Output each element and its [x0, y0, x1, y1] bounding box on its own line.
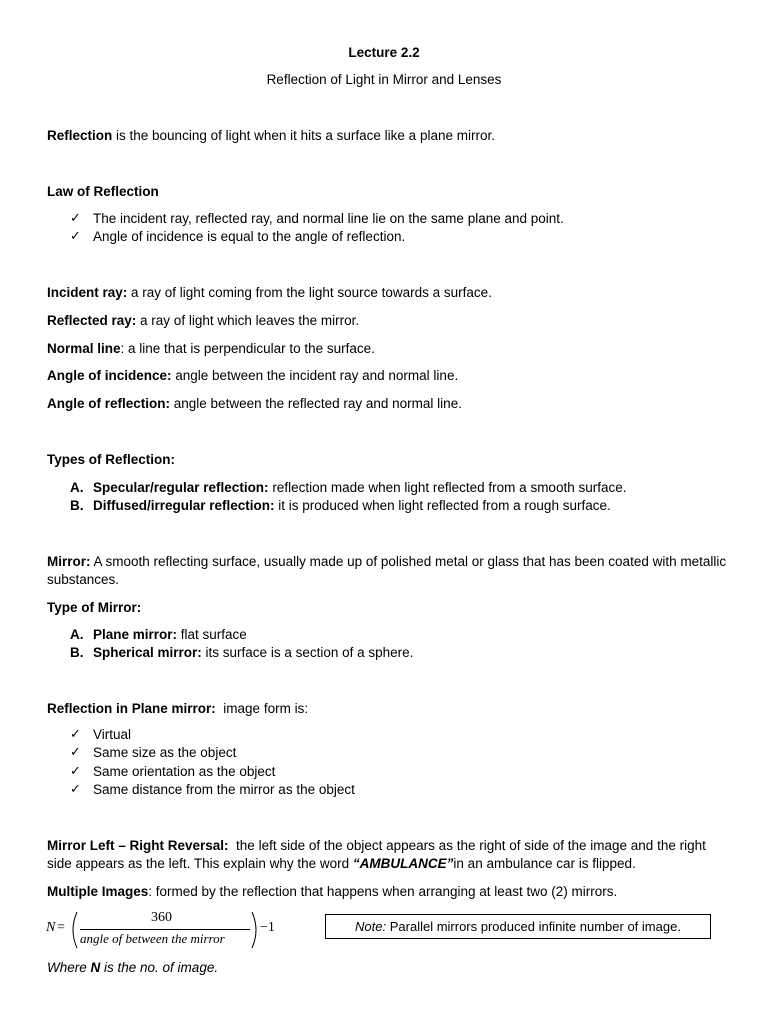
list-item-text: Angle of incidence is equal to the angle of reflection. [93, 229, 406, 244]
reversal-term: Mirror Left – Right Reversal: [47, 838, 229, 853]
law-heading-text: Law of Reflection [47, 184, 159, 199]
list-item-text: Same size as the object [93, 745, 237, 760]
formula-numerator: 360 [151, 910, 172, 925]
list-item-term: Specular/regular reflection: [93, 480, 269, 495]
mirror-definition [47, 553, 727, 589]
reflection-text: is the bouncing of light when it hits a surface like a plane mirror. [112, 128, 495, 143]
checkmark-icon: ✓ [70, 727, 81, 742]
multiple-images-definition [47, 884, 617, 899]
where-prefix: Where [47, 960, 91, 975]
reversal-paragraph [47, 837, 727, 873]
definition-text: : a line that is perpendicular to the surface. [120, 341, 375, 356]
reflection-term: Reflection [47, 128, 113, 143]
checkmark-icon: ✓ [70, 745, 81, 760]
list-letter: B. [70, 645, 84, 660]
definition-angle-reflection [47, 396, 462, 411]
list-letter: B. [70, 498, 84, 513]
formula-equals: = [57, 920, 65, 935]
multiple-images-term: Multiple Images [47, 884, 149, 899]
definition-term: Normal line [47, 341, 121, 356]
definition-text: angle between the reflected ray and normal line. [170, 396, 462, 411]
list-item-text [93, 627, 247, 642]
definition-reflected-ray [47, 313, 359, 328]
checkmark-icon: ✓ [70, 229, 81, 244]
list-item-desc: flat surface [177, 627, 247, 642]
list-item-desc: its surface is a section of a sphere. [201, 645, 414, 660]
list-item-desc: reflection made when light reflected from a smooth surface. [268, 480, 627, 495]
types-mirror-heading-text: Type of Mirror: [47, 600, 142, 615]
definition-term: Incident ray: [47, 285, 128, 300]
definition-angle-incidence [47, 368, 458, 383]
list-item-text [93, 498, 611, 513]
types-reflection-heading [47, 452, 175, 467]
list-item-term: Diffused/irregular reflection: [93, 498, 275, 513]
plane-mirror-heading [47, 701, 308, 716]
mirror-text: A smooth reflecting surface, usually made up of polished metal or glass that has been coated with metallic substances. [47, 554, 727, 587]
ambulance-word: “AMBULANCE” [352, 856, 454, 871]
fraction-bar [80, 929, 250, 930]
list-letter: A. [70, 627, 84, 642]
definition-text: a ray of light which leaves the mirror. [136, 313, 360, 328]
reflection-definition [47, 128, 495, 143]
list-letter: A. [70, 480, 84, 495]
list-item-text: Same orientation as the object [93, 764, 276, 779]
lecture-title-text: Lecture 2.2 [348, 45, 420, 60]
list-item-text [93, 480, 626, 495]
list-item-term: Plane mirror: [93, 627, 178, 642]
definition-text: a ray of light coming from the light source towards a surface. [127, 285, 492, 300]
multiple-images-text: : formed by the reflection that happens when arranging at least two (2) mirrors. [148, 884, 618, 899]
formula-lhs: N [46, 920, 56, 935]
lecture-subtitle: Reflection of Light in Mirror and Lenses [266, 72, 502, 87]
list-item-text: The incident ray, reflected ray, and normal line lie on the same plane and point. [93, 211, 564, 226]
definition-text: angle between the incident ray and normal line. [171, 368, 459, 383]
note-text: Parallel mirrors produced infinite number of image. [386, 919, 681, 934]
where-suffix: is the no. of image. [100, 960, 219, 975]
mirror-term: Mirror: [47, 554, 91, 569]
where-var: N [90, 960, 101, 975]
multiple-images-formula [46, 908, 286, 952]
plane-mirror-text: image form is: [215, 701, 309, 716]
plane-mirror-term: Reflection in Plane mirror: [47, 701, 216, 716]
where-n-caption [47, 960, 218, 975]
definition-term: Reflected ray: [47, 313, 137, 328]
formula-minus-one: −1 [260, 920, 275, 935]
lecture-title [0, 45, 768, 60]
note-box [325, 914, 711, 939]
types-reflection-heading-text: Types of Reflection: [47, 452, 176, 467]
list-item-text [93, 645, 413, 660]
definition-term: Angle of incidence: [47, 368, 172, 383]
formula-denominator: angle of between the mirror [80, 931, 225, 946]
definition-term: Angle of reflection: [47, 396, 171, 411]
law-heading [47, 184, 159, 199]
types-mirror-heading [47, 600, 141, 615]
checkmark-icon: ✓ [70, 764, 81, 779]
definition-normal-line [47, 341, 375, 356]
reversal-text-after: in an ambulance car is flipped. [453, 856, 636, 871]
reversal-text-before: the left side of the object appears as the right of side of the image and the right side appears as the left. This explain why the word [47, 838, 710, 871]
definition-incident-ray [47, 285, 492, 300]
checkmark-icon: ✓ [70, 782, 81, 797]
note-label: Note: [355, 919, 387, 934]
checkmark-icon: ✓ [70, 211, 81, 226]
list-item-text: Virtual [93, 727, 132, 742]
list-item-term: Spherical mirror: [93, 645, 202, 660]
list-item-desc: it is produced when light reflected from a rough surface. [274, 498, 611, 513]
left-paren-icon [66, 910, 80, 950]
list-item-text: Same distance from the mirror as the object [93, 782, 355, 797]
